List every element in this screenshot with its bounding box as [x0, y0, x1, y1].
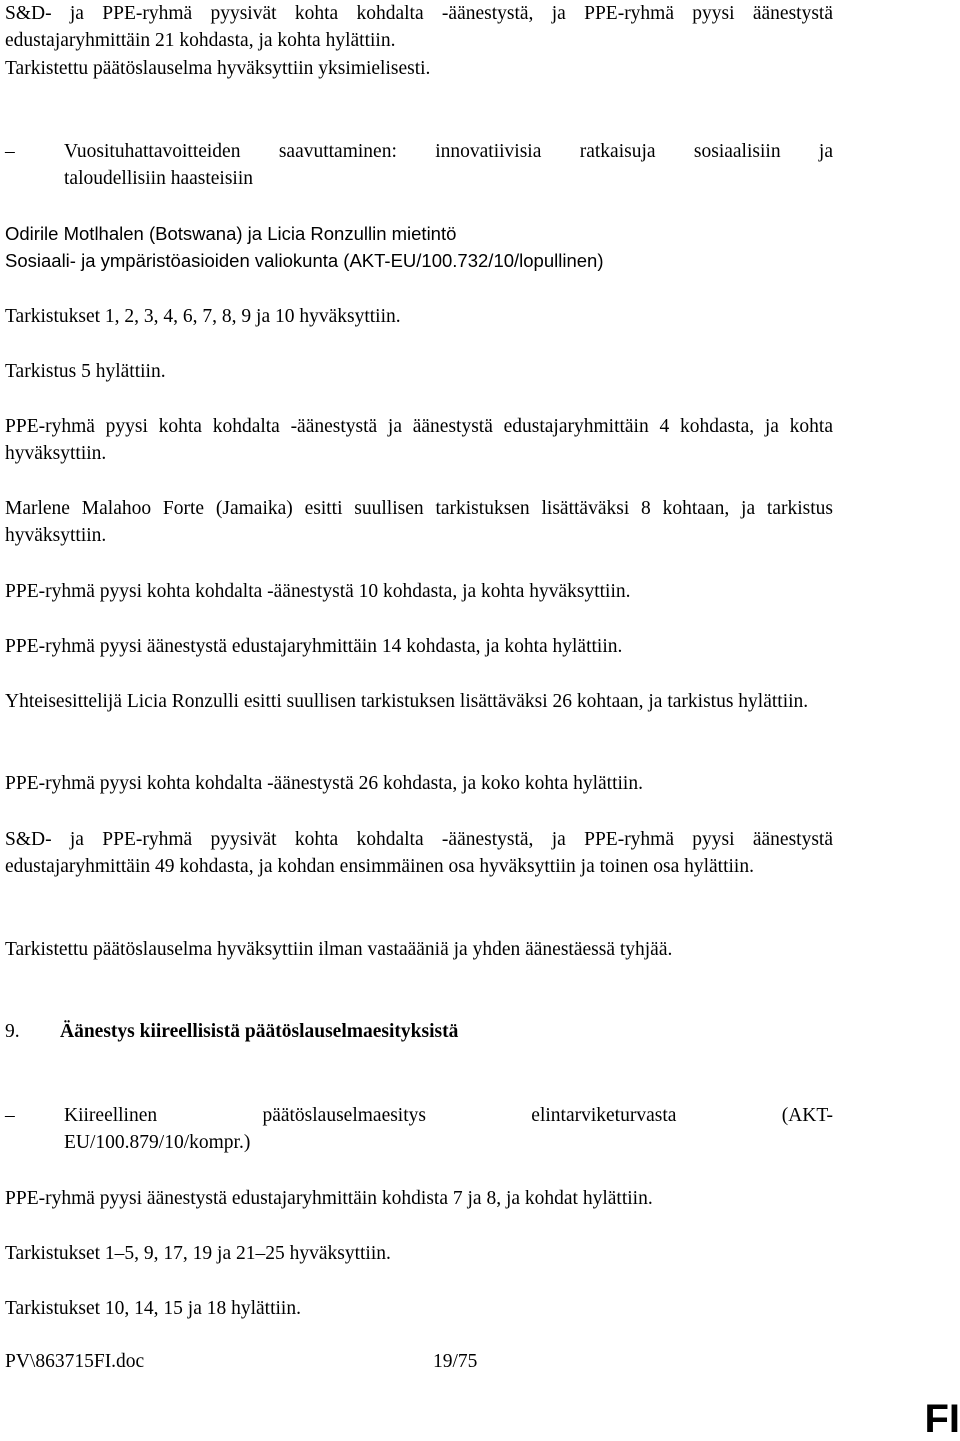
paragraph-oral-amendment-26: Yhteisesittelijä Licia Ronzulli esitti suullisen tarkistuksen lisättäväksi 26 kohtaan, ja tarkistus hylättiin.: [5, 691, 809, 712]
paragraph-amendments-rejected: Tarkistukset 10, 14, 15 ja 18 hylättiin.: [5, 1298, 301, 1319]
section-title: Äänestys kiireellisistä päätöslauselmaesityksistä: [60, 1021, 459, 1042]
paragraph-amendments-adopted-2: Tarkistukset 1–5, 9, 17, 19 ja 21–25 hyväksyttiin.: [5, 1243, 391, 1264]
report-authors: Odirile Motlhalen (Botswana) ja Licia Ronzullin mietintö: [5, 223, 457, 244]
paragraph-group-vote-7-8: PPE-ryhmä pyysi äänestystä edustajaryhmittäin kohdista 7 ja 8, ja kohdat hylättiin.: [5, 1188, 653, 1209]
page-number: 19/75: [433, 1351, 478, 1372]
paragraph-split-vote-10: PPE-ryhmä pyysi kohta kohdalta -äänestystä 10 kohdasta, ja kohta hyväksyttiin.: [5, 581, 631, 602]
dash-marker: –: [5, 1105, 15, 1126]
document-reference: PV\863715FI.doc: [5, 1351, 145, 1372]
paragraph-group-vote-14: PPE-ryhmä pyysi äänestystä edustajaryhmittäin 14 kohdasta, ja kohta hylättiin.: [5, 636, 623, 657]
section-number: 9.: [5, 1021, 20, 1042]
paragraph-oral-amendment-8: Marlene Malahoo Forte (Jamaika) esitti suullisen tarkistuksen lisättäväksi 8 kohtaan, ja tarkistus hyväksyttiin.: [5, 498, 833, 546]
report-committee: Sosiaali- ja ympäristöasioiden valiokunta (AKT-EU/100.732/10/lopullinen): [5, 250, 604, 271]
paragraph-adopted-unanimously: Tarkistettu päätöslauselma hyväksyttiin yksimielisesti.: [5, 58, 431, 79]
paragraph-split-vote-4: PPE-ryhmä pyysi kohta kohdalta -äänestystä ja äänestystä edustajaryhmittäin 4 kohdasta, ja kohta hyväksyttiin.: [5, 416, 833, 464]
paragraph-amendments-adopted: Tarkistukset 1, 2, 3, 4, 6, 7, 8, 9 ja 10 hyväksyttiin.: [5, 306, 401, 327]
agenda-item-title-line2: taloudellisiin haasteisiin: [64, 168, 254, 189]
dash-marker: –: [5, 141, 15, 162]
paragraph-split-vote-49: S&D- ja PPE-ryhmä pyysivät kohta kohdalta -äänestystä, ja PPE-ryhmä pyysi äänestystä edustajaryhmittäin 49 kohdasta, ja kohdan ensimmäinen osa hyväksyttiin ja toinen osa hylättiin.: [5, 829, 833, 877]
paragraph-split-vote-21: S&D- ja PPE-ryhmä pyysivät kohta kohdalta -äänestystä, ja PPE-ryhmä pyysi äänestystä edustajaryhmittäin 21 kohdasta, ja kohta hylättiin.: [5, 3, 833, 51]
page-footer: [5, 1348, 478, 1375]
agenda-item-food-security: [5, 1102, 833, 1156]
paragraph-resolution-adopted: Tarkistettu päätöslauselma hyväksyttiin ilman vastaääniä ja yhden äänestäessä tyhjää.: [5, 939, 673, 960]
language-tag: FI: [924, 1397, 960, 1441]
agenda-item-title-line1: Vuosituhattavoitteiden saavuttaminen: innovatiivisia ratkaisuja sosiaalisiin ja: [64, 141, 833, 162]
agenda-item-title-line1: Kiireellinen päätöslauselmaesitys elintarviketurvasta (AKT-: [64, 1105, 833, 1126]
agenda-item-title-line2: EU/100.879/10/kompr.): [64, 1132, 251, 1153]
section-heading: [5, 1018, 458, 1045]
agenda-item-millennium-goals: [5, 138, 833, 192]
paragraph-split-vote-26: PPE-ryhmä pyysi kohta kohdalta -äänestystä 26 kohdasta, ja koko kohta hylättiin.: [5, 773, 643, 794]
paragraph-amendment-5-rejected: Tarkistus 5 hylättiin.: [5, 361, 166, 382]
